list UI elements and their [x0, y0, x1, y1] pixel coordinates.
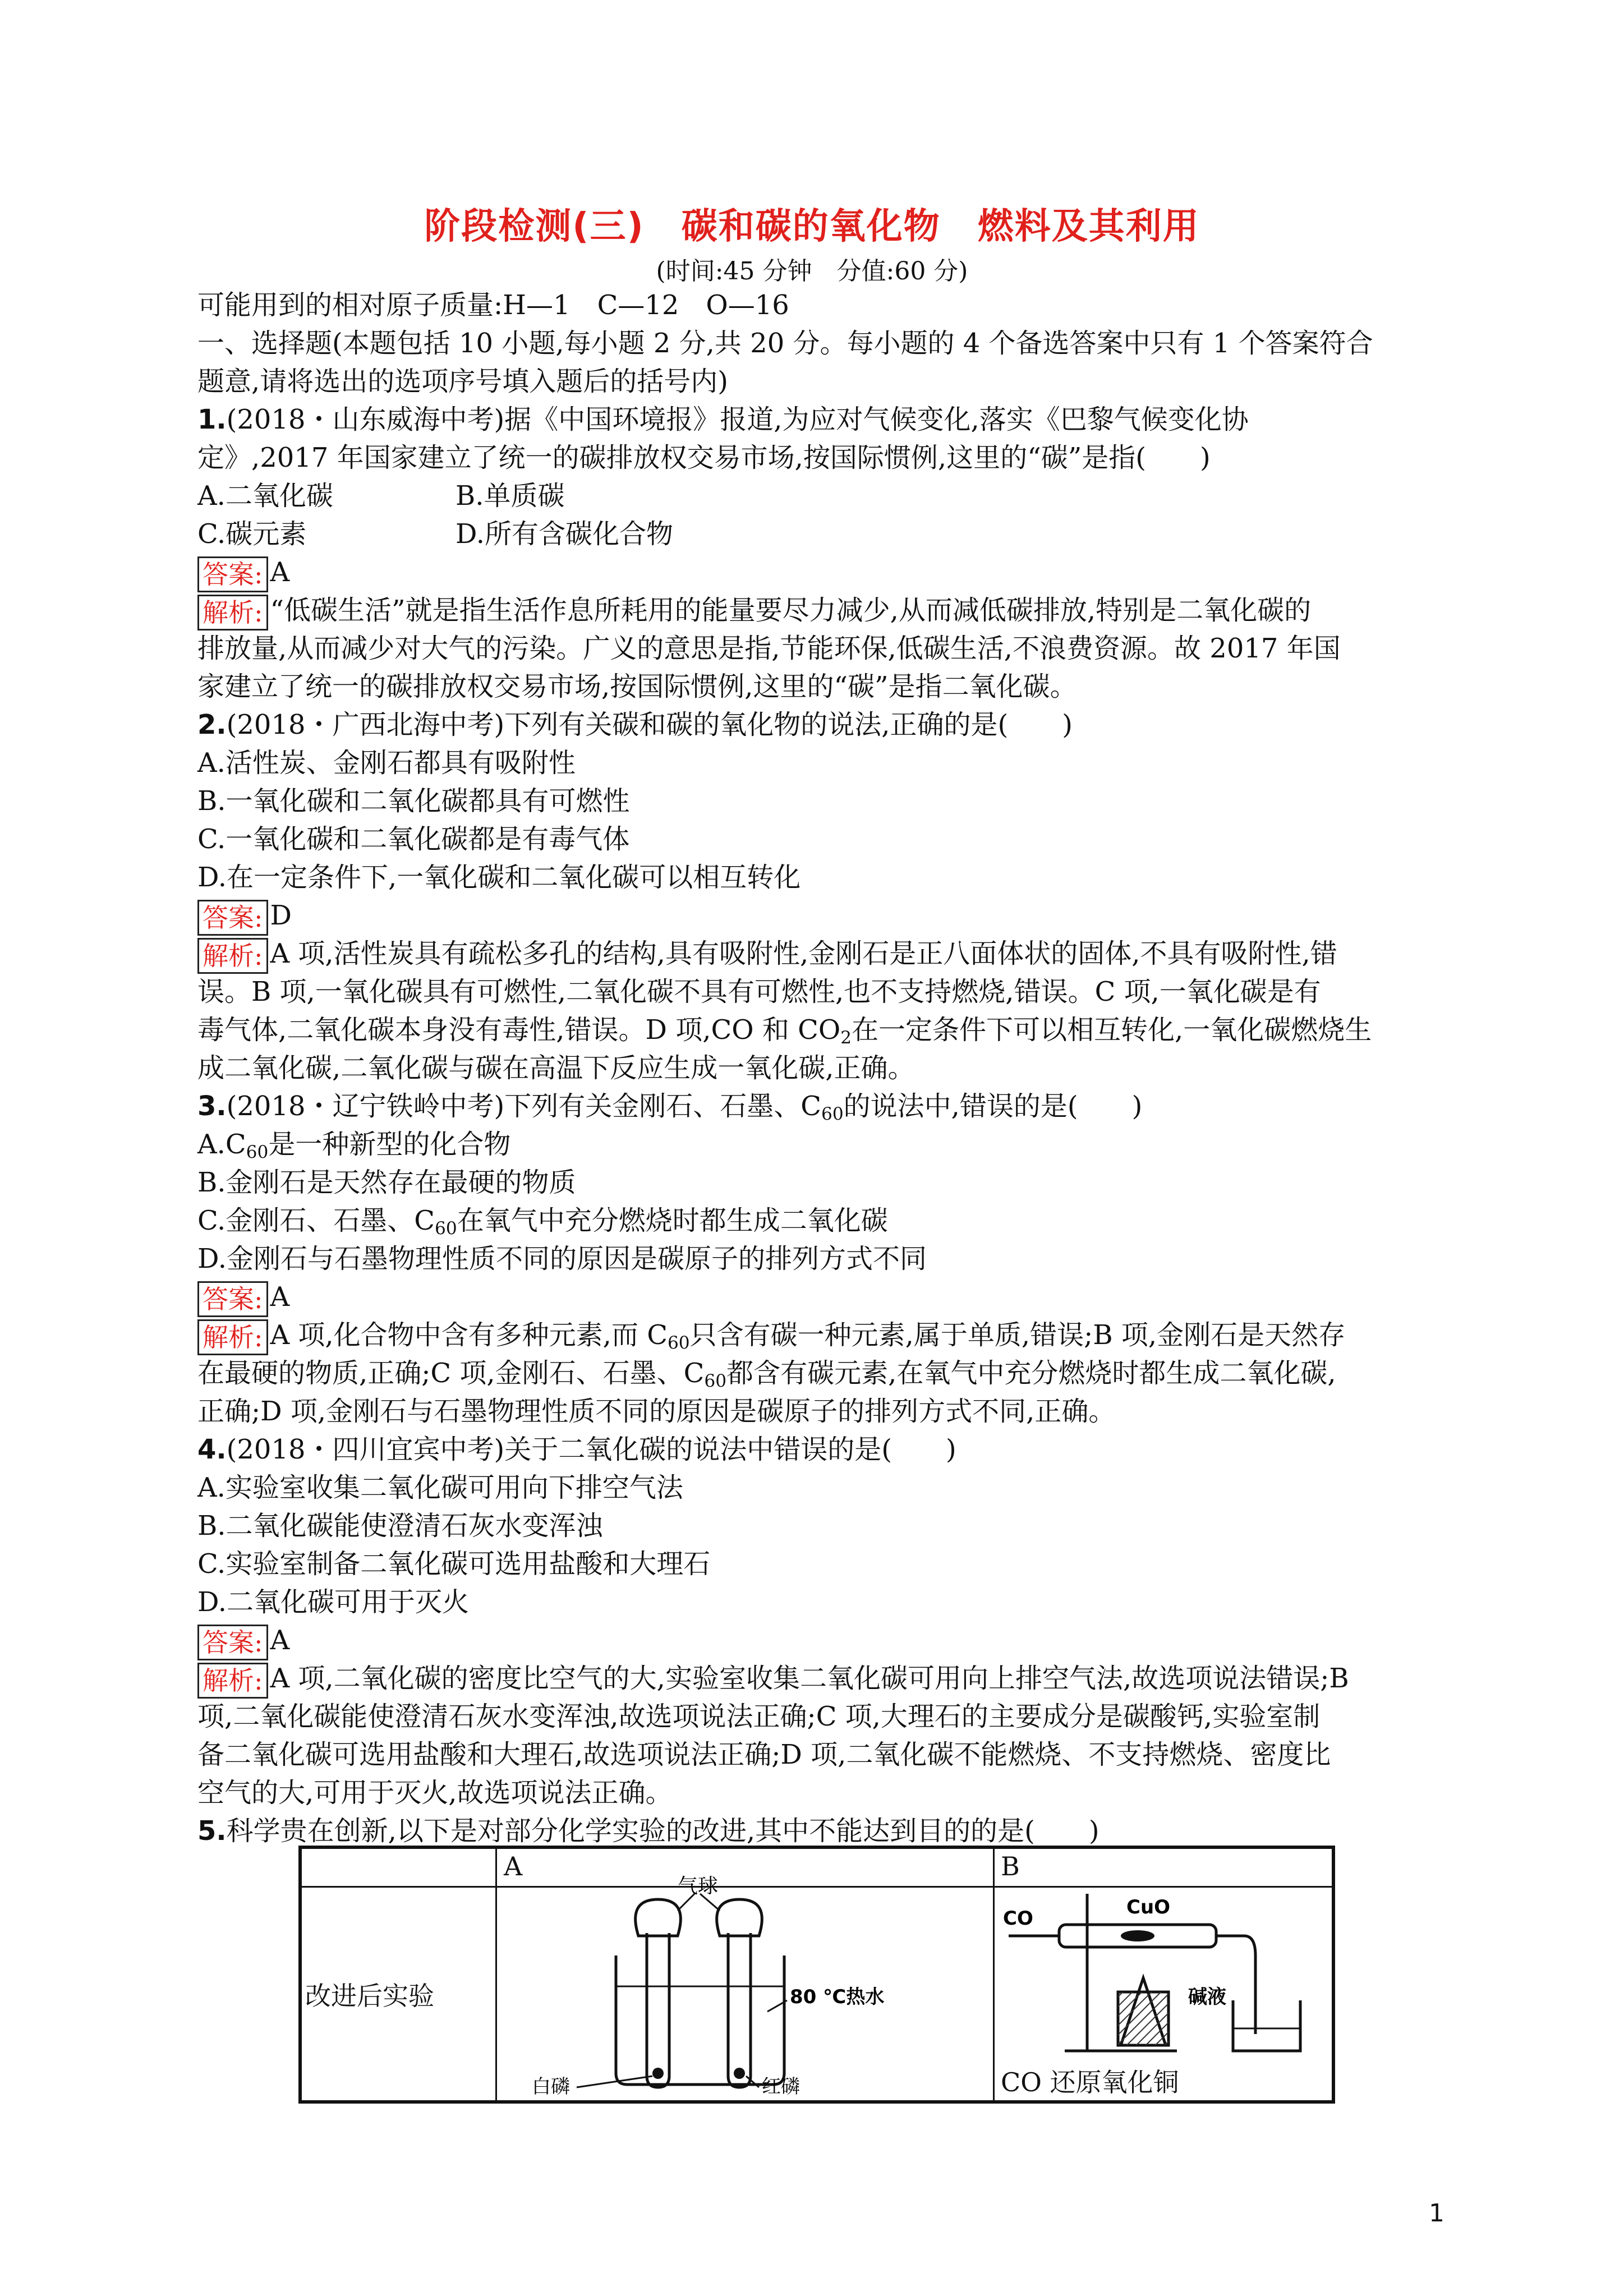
question-2-analysis-1: [197, 935, 1454, 973]
row-label: 改进后实验: [305, 1981, 434, 2011]
answer-tag: 答案:: [197, 556, 268, 592]
document-body: [197, 286, 1454, 1850]
question-2-stem: [197, 706, 1454, 744]
question-text: 的说法中,错误的是( ): [843, 1091, 1143, 1122]
option-c: C.碳元素: [197, 518, 307, 550]
question-5-stem: [197, 1812, 1454, 1850]
answer-value: A: [270, 1281, 290, 1313]
option-b: B.一氧化碳和二氧化碳都具有可燃性: [197, 785, 630, 817]
question-1-options-cd: [197, 515, 1454, 553]
question-3-stem: [197, 1087, 1454, 1125]
section-instructions-2: 题意,请将选出的选项序号填入题后的括号内): [197, 366, 728, 397]
analysis-text: 在一定条件下可以相互转化,一氧化碳燃烧生: [852, 1014, 1372, 1046]
label-cuo: CuO: [1126, 1896, 1171, 1918]
option-a: [197, 1125, 1454, 1163]
subscript: 60: [667, 1332, 690, 1353]
analysis-tag: 解析:: [197, 1319, 268, 1355]
figure-phosphorus-experiment: [526, 1875, 964, 2101]
label-alkali-solution: 碱液: [1188, 1986, 1226, 2008]
subscript: 60: [246, 1142, 269, 1162]
question-2-analysis-4: 成二氧化碳,二氧化碳与碳在高温下反应生成一氧化碳,正确。: [197, 1052, 915, 1084]
page-subtitle: (时间:45 分钟 分值:60 分): [656, 257, 968, 286]
table-header-row: [302, 1849, 1332, 1888]
experiment-table: [298, 1846, 1335, 2104]
question-3-analysis-2: [197, 1354, 1454, 1392]
white-phosphorus-sample: [652, 2068, 664, 2079]
subscript: 60: [704, 1370, 727, 1391]
question-4-analysis-1: [197, 1659, 1454, 1697]
question-1-analysis-2: 排放量,从而减少对大气的污染。广义的意思是指,节能环保,低碳生活,不浪费资源。故 2017 年国: [197, 633, 1341, 664]
cuo-sample: [1121, 1930, 1154, 1941]
question-text: (2018・四川宜宾中考)关于二氧化碳的说法中错误的是( ): [226, 1434, 956, 1465]
page-number: 1: [1429, 2199, 1444, 2228]
label-white-phosphorus: 白磷: [532, 2076, 570, 2098]
question-2-analysis-2: 误。B 项,一氧化碳具有可燃性,二氧化碳不具有可燃性,也不支持燃烧,错误。C 项,一氧化碳是有: [197, 976, 1321, 1007]
option-b: B.单质碳: [456, 480, 565, 512]
question-text: (2018・辽宁铁岭中考)下列有关金刚石、石墨、C: [226, 1091, 821, 1122]
question-3-analysis-1: [197, 1316, 1454, 1354]
table-divider: [993, 1849, 995, 2100]
question-3-analysis-3: 正确;D 项,金刚石与石墨物理性质不同的原因是碳原子的排列方式不同,正确。: [197, 1396, 1116, 1427]
option-b: B.金刚石是天然存在最硬的物质: [197, 1167, 576, 1198]
answer-tag: 答案:: [197, 1281, 268, 1317]
question-3-answer: [197, 1278, 1454, 1316]
analysis-text: 在最硬的物质,正确;C 项,金刚石、石墨、C: [197, 1358, 705, 1389]
question-1-answer: [197, 553, 1454, 591]
label-red-phosphorus: 红磷: [762, 2076, 800, 2098]
question-text: (2018・广西北海中考)下列有关碳和碳的氧化物的说法,正确的是( ): [226, 709, 1073, 740]
label-balloon: 气球: [678, 1875, 719, 1898]
answer-tag: 答案:: [197, 1625, 268, 1660]
question-1-options-ab: [197, 477, 1454, 515]
question-number: 1.: [197, 404, 227, 435]
question-1-analysis-3: 家建立了统一的碳排放权交易市场,按国际惯例,这里的“碳”是指二氧化碳。: [197, 671, 1077, 702]
option-a: A.二氧化碳: [197, 480, 333, 512]
page-title: 阶段检测(三) 碳和碳的氧化物 燃料及其利用: [424, 206, 1200, 247]
answer-value: A: [270, 556, 290, 588]
analysis-tag: 解析:: [197, 1663, 268, 1699]
answer-tag: 答案:: [197, 900, 268, 936]
figure-co-reduction: [997, 1888, 1334, 2062]
question-number: 3.: [197, 1091, 227, 1122]
answer-value: D: [270, 900, 292, 931]
question-text: 科学贵在创新,以下是对部分化学实验的改进,其中不能达到目的的是( ): [226, 1815, 1099, 1847]
option-text: 在氧气中充分燃烧时都生成二氧化碳: [457, 1205, 888, 1236]
question-4-analysis-2: 项,二氧化碳能使澄清石灰水变浑浊,故选项说法正确;C 项,大理石的主要成分是碳酸钙,实验室制: [197, 1701, 1321, 1732]
question-4-stem: [197, 1430, 1454, 1469]
option-b: B.二氧化碳能使澄清石灰水变浑浊: [197, 1510, 603, 1542]
analysis-text: A 项,活性炭具有疏松多孔的结构,具有吸附性,金刚石是正八面体状的固体,不具有吸附性,错: [270, 938, 1337, 969]
question-1-analysis-1: [197, 591, 1454, 629]
option-a: A.实验室收集二氧化碳可用向下排空气法: [197, 1472, 683, 1503]
analysis-text: 毒气体,二氧化碳本身没有毒性,错误。D 项,CO 和 CO: [197, 1014, 841, 1046]
label-co-gas: CO: [1003, 1907, 1033, 1930]
answer-value: A: [270, 1625, 290, 1656]
analysis-text: A 项,化合物中含有多种元素,而 C: [270, 1319, 668, 1351]
question-4-analysis-3: 备二氧化碳可选用盐酸和大理石,故选项说法正确;D 项,二氧化碳不能燃烧、不支持燃烧、密度比: [197, 1739, 1331, 1770]
question-number: 5.: [197, 1815, 227, 1847]
option-d: D.在一定条件下,一氧化碳和二氧化碳可以相互转化: [197, 862, 801, 893]
column-header-b: B: [1001, 1851, 1020, 1881]
option-d: D.金刚石与石墨物理性质不同的原因是碳原子的排列方式不同: [197, 1243, 927, 1274]
subscript: 60: [435, 1218, 457, 1239]
option-c: C.实验室制备二氧化碳可选用盐酸和大理石: [197, 1548, 711, 1580]
label-hot-water: 80 ℃热水: [790, 1986, 885, 2008]
analysis-text: “低碳生活”就是指生活作息所耗用的能量要尽力减少,从而减低碳排放,特别是二氧化碳的: [270, 595, 1312, 626]
question-2-analysis-3: [197, 1011, 1454, 1049]
question-4-analysis-4: 空气的大,可用于灭火,故选项说法正确。: [197, 1777, 673, 1809]
analysis-tag: 解析:: [197, 938, 268, 974]
atomic-masses: 可能用到的相对原子质量:H—1 C—12 O—16: [197, 289, 789, 321]
figure-b-caption: CO 还原氧化铜: [1001, 2067, 1179, 2097]
option-c: C.一氧化碳和二氧化碳都是有毒气体: [197, 823, 630, 855]
option-text: 是一种新型的化合物: [268, 1129, 511, 1160]
subscript: 60: [821, 1103, 844, 1124]
option-a: A.活性炭、金刚石都具有吸附性: [197, 747, 576, 779]
analysis-text: 只含有碳一种元素,属于单质,错误;B 项,金刚石是天然存: [689, 1319, 1346, 1351]
question-1-stem-1: [197, 401, 1454, 439]
option-c: [197, 1202, 1454, 1240]
option-text: A.C: [197, 1129, 246, 1160]
subscript: 2: [840, 1027, 852, 1048]
red-phosphorus-sample: [734, 2068, 745, 2079]
table-divider: [495, 1849, 497, 2100]
option-d: D.二氧化碳可用于灭火: [197, 1586, 470, 1618]
analysis-tag: 解析:: [197, 595, 268, 631]
question-number: 4.: [197, 1434, 227, 1465]
section-instructions-1: 一、选择题(本题包括 10 小题,每小题 2 分,共 20 分。每小题的 4 个备选答案中只有 1 个答案符合: [197, 328, 1373, 359]
column-header-a: A: [504, 1851, 523, 1881]
analysis-text: A 项,二氧化碳的密度比空气的大,实验室收集二氧化碳可用向上排空气法,故选项说法错误;B: [270, 1663, 1349, 1694]
analysis-text: 都含有碳元素,在氧气中充分燃烧时都生成二氧化碳,: [726, 1358, 1336, 1389]
question-2-answer: [197, 896, 1454, 935]
question-1-stem-2: 定》,2017 年国家建立了统一的碳排放权交易市场,按国际惯例,这里的“碳”是指( ): [197, 442, 1211, 473]
question-4-answer: [197, 1621, 1454, 1659]
option-d: D.所有含碳化合物: [456, 518, 674, 550]
option-text: C.金刚石、石墨、C: [197, 1205, 435, 1236]
question-text: (2018・山东威海中考)据《中国环境报》报道,为应对气候变化,落实《巴黎气候变化协: [226, 404, 1249, 435]
question-number: 2.: [197, 709, 227, 740]
